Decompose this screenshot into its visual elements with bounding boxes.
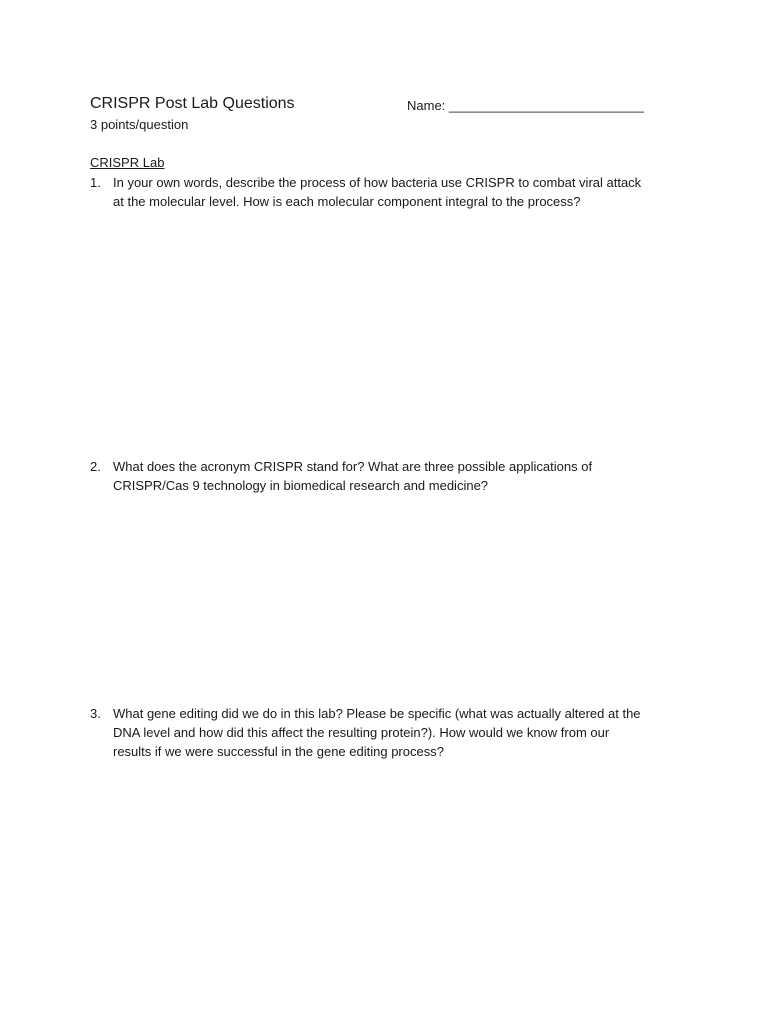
page-title: CRISPR Post Lab Questions [90, 95, 295, 112]
question-number: 3. [90, 706, 101, 721]
question-number: 2. [90, 459, 101, 474]
section-heading: CRISPR Lab [90, 155, 165, 170]
name-field: Name: ___________________________ [407, 98, 645, 113]
question-line: DNA level and how did this affect the resulting protein?). How would we know from our [113, 725, 610, 740]
question-number: 1. [90, 175, 101, 190]
question-line: CRISPR/Cas 9 technology in biomedical research and medicine? [113, 478, 489, 493]
question-3 [90, 704, 690, 761]
question-line: What gene editing did we do in this lab? Please be specific (what was actually altered at the [113, 706, 641, 721]
question-1 [90, 173, 690, 211]
question-2 [90, 457, 690, 495]
question-line: results if we were successful in the gene editing process? [113, 744, 444, 759]
question-line: at the molecular level. How is each molecular component integral to the process? [113, 194, 581, 209]
question-text [113, 173, 688, 211]
points-subtitle: 3 points/question [90, 117, 189, 132]
question-line: What does the acronym CRISPR stand for? What are three possible applications of [113, 459, 593, 474]
question-text [113, 704, 688, 761]
question-text [113, 457, 688, 495]
question-line: In your own words, describe the process of how bacteria use CRISPR to combat viral attack [113, 175, 642, 190]
